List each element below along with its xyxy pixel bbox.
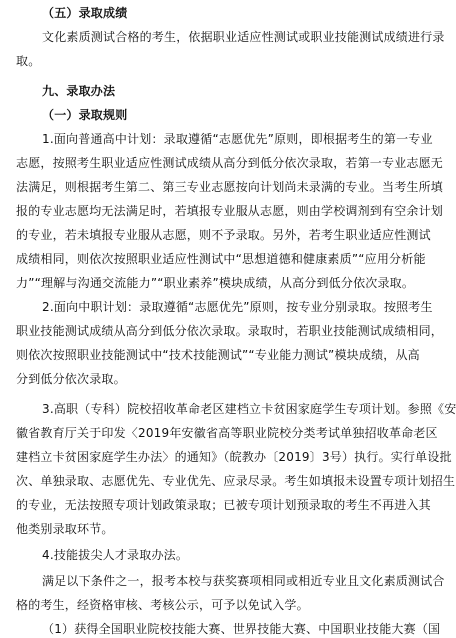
rule-1-line: 力”“理解与沟通交流能力”“职业素养”模块成绩，从高分到低分依次录取。 — [16, 276, 415, 290]
rule-1-line: 法满足，则根据考生第二、第三专业志愿按向计划尚未录满的专业。当考生所填 — [16, 180, 444, 194]
rule-1-line: 1.面向普通高中计划：录取遵循“志愿优先”原则，即根据考生的第一专业 — [42, 132, 433, 146]
rule-2-line: 则依次按照职业技能测试中“技术技能测试”“专业能力测试”模块成绩，从高 — [16, 348, 420, 362]
rule-3-line: 次、单独录取、志愿优先、专业优先、应录尽录。考生如填报未设置专项计划招生 — [16, 474, 456, 488]
rule-4-line: 格的考生，经资格审核、考核公示，可予以免试入学。 — [16, 598, 309, 612]
rule-1-line: 的专业，若未填报专业服从志愿，则不予录取。另外，若考生职业适应性测试 — [16, 228, 431, 242]
rule-1-line: 志愿，按照考生职业适应性测试成绩从高分到低分依次录取，若第一专业志愿无 — [16, 156, 444, 170]
section-heading-admission-score: （五）录取成绩 — [42, 6, 128, 20]
rule-4-heading: 4.技能拔尖人才录取办法。 — [42, 548, 189, 562]
rule-2-line: 职业技能测试成绩从高分到低分依次录取。录取时，若职业技能测试成绩相同， — [16, 324, 444, 338]
rule-1-line: 成绩相同，则依次按照职业适应性测试中“思想道德和健康素质”“应用分析能 — [16, 252, 426, 266]
rule-3-line: 3.高职（专科）院校招收革命老区建档立卡贫困家庭学生专项计划。参照《安 — [42, 402, 456, 416]
section-heading-admission-rules: （一）录取规则 — [42, 108, 128, 122]
rule-4-item-1: （1）获得全国职业院校技能大赛、世界技能大赛、中国职业技能大赛（国 — [42, 622, 441, 636]
paragraph-line: 取。 — [16, 54, 41, 68]
rule-3-line: 徽省教育厅关于印发〈2019年安徽省高等职业院校分类考试单独招收革命老区 — [16, 426, 438, 440]
chapter-heading-admission-method: 九、录取办法 — [42, 84, 116, 98]
rule-1-line: 报的专业志愿均无法满足时，若填报专业服从志愿，则由学校调剂到有空余计划 — [16, 204, 444, 218]
rule-3-line: 建档立卡贫困家庭学生办法〉的通知》（皖教办〔2019〕3号）执行。实行单设批 — [16, 450, 452, 464]
rule-3-line: 的专业，无法按照专项计划政策录取；已被专项计划预录取的考生不再进入其 — [16, 498, 431, 512]
rule-3-line: 他类别录取环节。 — [16, 522, 114, 536]
paragraph-line: 文化素质测试合格的考生，依据职业适应性测试或职业技能测试成绩进行录 — [42, 30, 445, 44]
rule-2-line: 2.面向中职计划：录取遵循“志愿优先”原则，按专业分别录取。按照考生 — [42, 300, 433, 314]
rule-2-line: 分到低分依次录取。 — [16, 372, 126, 386]
rule-4-line: 满足以下条件之一，报考本校与获奖赛项相同或相近专业且文化素质测试合 — [42, 574, 445, 588]
